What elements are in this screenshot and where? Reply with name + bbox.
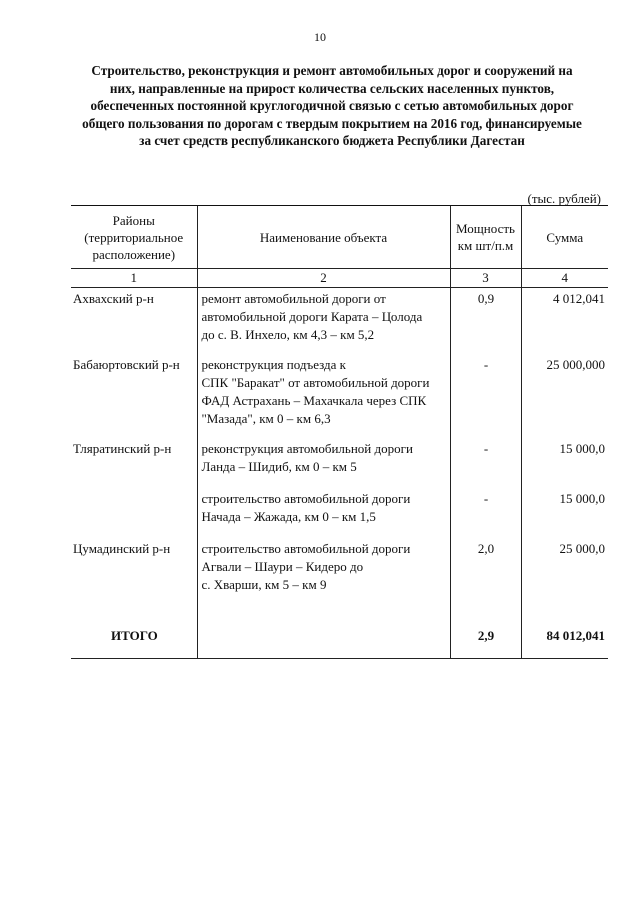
object-cell — [197, 490, 450, 540]
header-line: Наименование объекта — [259, 229, 388, 245]
column-number: 1 — [71, 269, 197, 288]
header-line: Районы — [112, 212, 155, 228]
column-number-row — [71, 269, 608, 288]
district-cell: Бабаюртовский р-н — [73, 357, 180, 372]
sum-cell: 25 000,000 — [521, 356, 608, 440]
sum-cell: 15 000,0 — [521, 490, 608, 540]
table-row — [71, 490, 608, 540]
title-line: них, направленные на прирост количества сельских населенных пунктов, — [109, 80, 555, 96]
district-cell: Ахвахский р-н — [73, 291, 154, 306]
total-row — [71, 614, 608, 659]
object-line: СПК "Баракат" от автомобильной дороги — [201, 375, 430, 390]
capacity-cell: 2,0 — [450, 540, 521, 614]
object-line: реконструкция автомобильной дороги — [201, 441, 413, 456]
column-number: 3 — [450, 269, 521, 288]
table-row — [71, 288, 608, 357]
page-number: 10 — [314, 30, 326, 44]
title-line: Строительство, реконструкция и ремонт автомобильных дорог и сооружений на — [91, 63, 573, 78]
district-cell: Тляратинский р-н — [73, 441, 172, 456]
total-capacity: 2,9 — [450, 614, 521, 659]
header-line: Мощность — [456, 221, 515, 236]
header-sum — [521, 206, 608, 269]
column-number: 4 — [521, 269, 608, 288]
document-title — [70, 62, 594, 150]
object-cell — [197, 356, 450, 440]
district-cell: Цумадинский р-н — [73, 541, 171, 556]
header-line: (территориальное — [84, 229, 184, 245]
object-line: реконструкция подъезда к — [201, 357, 346, 372]
capacity-cell: - — [450, 356, 521, 440]
object-line: ФАД Астрахань – Махачкала через СПК — [201, 393, 427, 408]
table-row — [71, 356, 608, 440]
total-object-cell — [197, 614, 450, 659]
budget-table — [71, 205, 608, 659]
capacity-cell: 0,9 — [450, 288, 521, 357]
header-districts — [71, 206, 197, 269]
header-line: расположение) — [92, 246, 176, 262]
header-object-name — [197, 206, 450, 269]
header-line: км шт/п.м — [457, 238, 514, 253]
object-line: строительство автомобильной дороги — [201, 541, 411, 556]
header-line: Сумма — [546, 229, 584, 245]
object-line: Агвали – Шаури – Кидеро до — [201, 559, 364, 574]
table-row — [71, 440, 608, 490]
object-line: ремонт автомобильной дороги от — [201, 291, 386, 306]
object-line: до с. В. Инхело, км 4,3 – км 5,2 — [201, 327, 375, 342]
capacity-cell: - — [450, 440, 521, 490]
column-number: 2 — [197, 269, 450, 288]
object-line: Начада – Жажада, км 0 – км 1,5 — [201, 509, 376, 524]
title-line: общего пользования по дорогам с твердым покрытием на 2016 год, финансируемые — [82, 115, 582, 131]
sum-cell: 15 000,0 — [521, 440, 608, 490]
title-line: обеспеченных постоянной круглогодичной связью с сетью автомобильных дорог — [90, 98, 574, 113]
object-cell — [197, 440, 450, 490]
object-line: строительство автомобильной дороги — [201, 491, 411, 506]
object-line: с. Хварши, км 5 – км 9 — [201, 577, 327, 592]
district-cell — [71, 490, 197, 540]
sum-cell: 25 000,0 — [521, 540, 608, 614]
object-cell — [197, 540, 450, 614]
title-line: за счет средств республиканского бюджета Республики Дагестан — [139, 133, 525, 148]
capacity-cell: - — [450, 490, 521, 540]
unit-note: (тыс. рублей) — [527, 191, 601, 206]
object-line: Ланда – Шидиб, км 0 – км 5 — [201, 459, 357, 474]
total-label: ИТОГО — [71, 614, 197, 659]
object-line: "Мазада", км 0 – км 6,3 — [201, 411, 331, 426]
object-line: автомобильной дороги Карата – Цолода — [201, 309, 423, 324]
table-header-row — [71, 206, 608, 269]
table-row — [71, 540, 608, 614]
object-cell — [197, 288, 450, 357]
header-capacity — [450, 206, 521, 269]
sum-cell: 4 012,041 — [521, 288, 608, 357]
total-sum: 84 012,041 — [521, 614, 608, 659]
